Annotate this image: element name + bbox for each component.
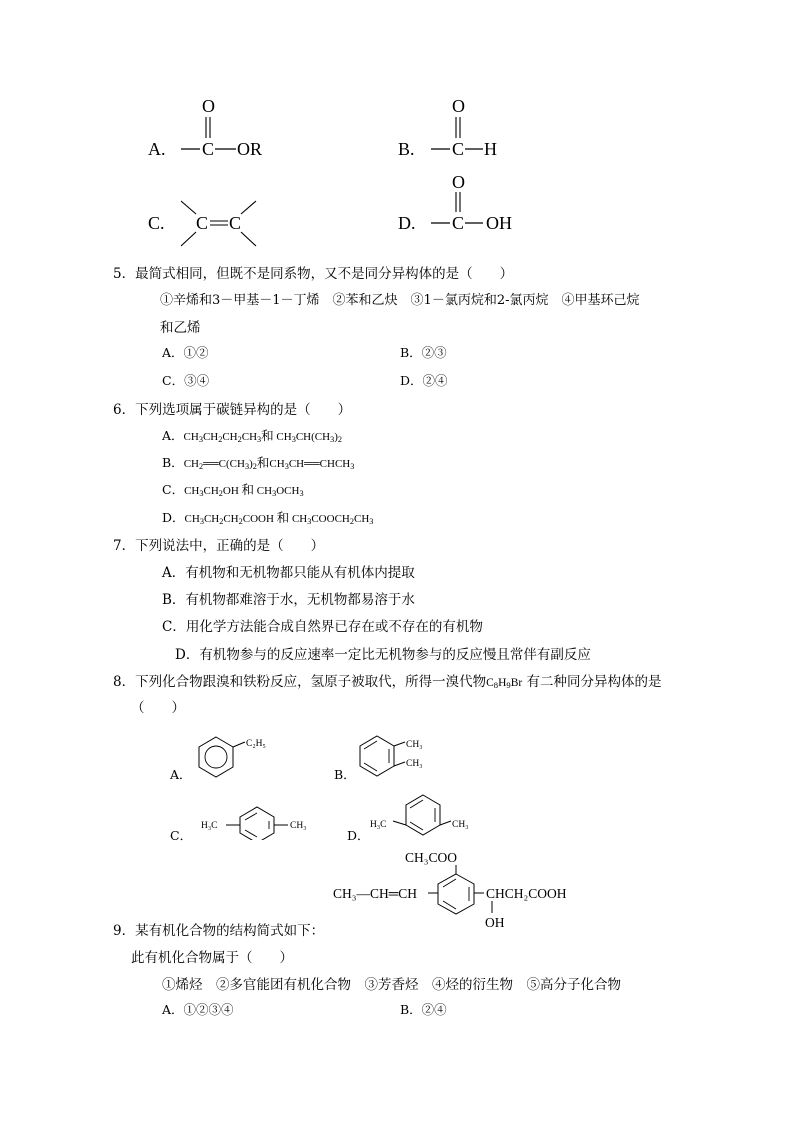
q9-stem: 9．某有机化合物的结构简式如下： — [113, 923, 325, 939]
q9-top-group: CH₃COO — [405, 850, 457, 865]
q4-b-tail: H — [484, 139, 497, 159]
q8-d-right: CH₃ — [452, 820, 469, 830]
q4-a-carbon: C — [202, 139, 215, 159]
q8-option-d-label[interactable]: D． — [347, 828, 370, 843]
q8-option-c-label[interactable]: C． — [170, 828, 193, 843]
q5-option-b[interactable]: B．②③ — [400, 345, 447, 360]
q6-option-a[interactable]: A．$CH_3CH_2CH_2CH_3$和 $CH_3CH(CH_3)_2$ — [162, 428, 342, 445]
q5-option-c[interactable]: C．③④ — [162, 373, 210, 388]
q8-d-left: H₃C — [370, 820, 387, 830]
q7-option-b[interactable]: B．有机物都难溶于水，无机物都易溶于水 — [162, 592, 415, 608]
q9-right-chain: CHCH₂COOH — [486, 886, 567, 901]
q6-option-d[interactable]: D．$CH_3CH_2CH_2COOH$ 和 $CH_3COOCH_2CH_3$ — [162, 510, 374, 527]
q4-d-tail: OH — [486, 213, 512, 233]
q4-d-oxygen: O — [452, 172, 465, 192]
q8-option-a-label[interactable]: A． — [170, 767, 192, 782]
q4-a-oxygen: O — [202, 96, 215, 116]
q5-items-line1: ①辛烯和3－甲基－1－丁烯 ②苯和乙炔 ③1－氯丙烷和2-氯丙烷 ④甲基环己烷 — [160, 293, 640, 308]
q9-sub-stem: 此有机化合物属于（ ） — [131, 950, 293, 966]
q6-a-and: 和 — [261, 428, 274, 443]
q6-option-b[interactable]: B．$CH_2══C(CH_3)_2$和$CH_3CH══CHCH_3$ — [162, 455, 355, 472]
q6-d-label: D． — [162, 510, 185, 525]
q4-a-tail: OR — [237, 139, 263, 159]
q5-stem: 5．最简式相同，但既不是同系物，又不是同分异构体的是（ ） — [113, 266, 514, 282]
q8-b-substituent-2: CH₃ — [406, 759, 423, 769]
q8-c-left: H₃C — [201, 821, 218, 831]
q4-c-label: C. — [148, 213, 165, 233]
q7-option-a[interactable]: A．有机物和无机物都只能从有机体内提取 — [162, 565, 415, 581]
q7-option-c[interactable]: C．用化学方法能合成自然界已存在或不存在的有机物 — [162, 619, 483, 635]
q6-c-and: 和 — [241, 482, 255, 497]
q4-b-label: B. — [398, 139, 415, 159]
q7-stem: 7．下列说法中，正确的是（ ） — [113, 538, 325, 554]
q4-c-carbon2: C — [229, 213, 242, 233]
q4-d-label: D. — [398, 213, 416, 233]
q9-left-chain: CH₃—CH═CH — [333, 886, 418, 901]
q4-d-carbon: C — [452, 213, 465, 233]
q9-option-b[interactable]: B．②④ — [400, 1002, 447, 1017]
q8-d-ring — [393, 795, 451, 835]
q6-stem: 6．下列选项属于碳链异构的是（ ） — [113, 402, 352, 418]
q8-structures — [0, 720, 794, 840]
q8-paren: （ ） — [131, 700, 185, 716]
q6-c-label: C． — [162, 482, 185, 497]
q6-d-and: 和 — [276, 510, 290, 525]
q8-stem: 8．下列化合物跟溴和铁粉反应，氢原子被取代，所得一溴代物$C_8H_9Br$ 有二种同分异构体的是 — [113, 674, 662, 691]
q8-c-ring — [226, 807, 288, 840]
q8-a-substituent: C₂H₅ — [246, 739, 266, 749]
q5-option-a[interactable]: A．①② — [162, 345, 209, 360]
q8-b-ring — [360, 736, 405, 776]
q6-a-label: A． — [162, 428, 184, 443]
q7-option-d[interactable]: D．有机物参与的反应速率一定比无机物参与的反应慢且常伴有副反应 — [175, 647, 591, 663]
q8-a-ring — [199, 737, 245, 777]
q5-option-d[interactable]: D．②④ — [400, 373, 448, 388]
q9-option-a[interactable]: A．①②③④ — [162, 1002, 234, 1017]
q4-c-carbon1: C — [196, 213, 209, 233]
q8-b-substituent-1: CH₃ — [406, 740, 423, 750]
q4-b-oxygen: O — [452, 96, 465, 116]
q9-items: ①烯烃 ②多官能团有机化合物 ③芳香烃 ④烃的衍生物 ⑤高分子化合物 — [162, 977, 621, 993]
q8-c-right: CH₃ — [290, 821, 307, 831]
q8-option-b-label[interactable]: B． — [334, 767, 356, 782]
q4-a-label: A. — [148, 139, 166, 159]
q9-oh: OH — [485, 915, 505, 930]
q6-b-and: 和 — [256, 455, 270, 470]
q4-b-carbon: C — [452, 139, 465, 159]
q6-b-label: B． — [162, 455, 184, 470]
q8-stem-post: 有二种同分异构体的是 — [526, 674, 662, 690]
q4-bonds — [0, 0, 794, 260]
q6-option-c[interactable]: C．$CH_3CH_2OH$ 和 $CH_3OCH_3$ — [162, 482, 304, 499]
q5-items-line2: 和乙烯 — [160, 320, 201, 336]
q8-stem-pre: 8．下列化合物跟溴和铁粉反应，氢原子被取代，所得一溴代物 — [113, 674, 487, 690]
